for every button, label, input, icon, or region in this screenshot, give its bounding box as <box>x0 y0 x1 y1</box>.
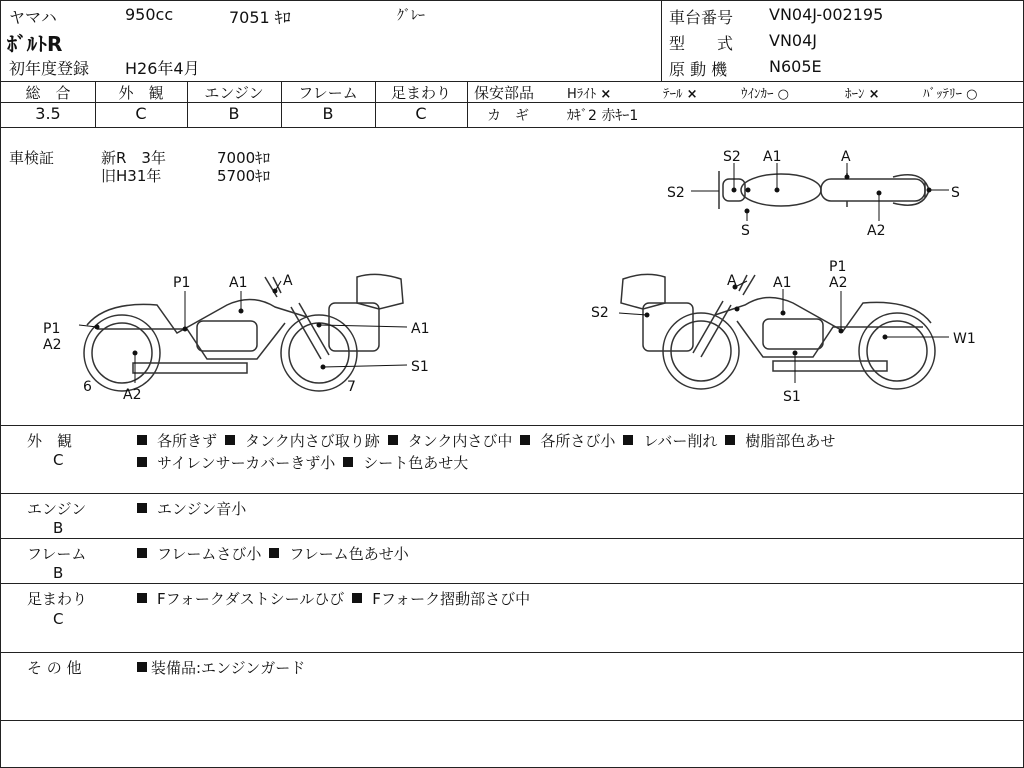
remark-category-engine: エンジン <box>27 500 87 518</box>
rule <box>1 720 1023 721</box>
remark-item: エンジン音小 <box>137 498 246 519</box>
bullet-square-icon <box>343 457 353 467</box>
remark-item: サイレンサーカバーきず小 <box>137 452 335 473</box>
right-label: A2 <box>829 275 848 291</box>
grade-header-frame: フレーム <box>298 84 358 102</box>
left-label: A1 <box>229 275 248 291</box>
right-label: S2 <box>591 305 609 321</box>
bullet-square-icon <box>388 435 398 445</box>
right-side-diagram <box>587 257 987 407</box>
safety-item-horn: ﾎｰﾝ × <box>845 87 880 102</box>
left-side-diagram <box>37 263 457 405</box>
left-label: 6 <box>83 379 92 395</box>
rule <box>1 493 1023 494</box>
top-view-diagram <box>661 141 981 241</box>
bullet-square-icon <box>137 435 147 445</box>
right-label: A1 <box>773 275 792 291</box>
rule <box>1 127 1023 128</box>
inspection-old-value: 5700ｷﾛ <box>217 167 271 185</box>
safety-parts-label: 保安部品 <box>474 84 535 102</box>
left-label: P1 <box>173 275 191 291</box>
header-divider <box>661 1 662 81</box>
remark-item: 装備品:エンジンガード <box>137 657 305 678</box>
rule <box>1 538 1023 539</box>
top-label: A <box>841 149 851 165</box>
rule <box>467 81 468 127</box>
safety-item-headlight: Hﾗｲﾄ × <box>567 87 612 102</box>
remark-line <box>137 588 538 609</box>
remark-grade-frame: B <box>53 564 64 582</box>
right-label: W1 <box>953 331 976 347</box>
inspection-old-label: 旧H31年 <box>101 167 162 185</box>
inspection-label: 車検証 <box>9 149 55 167</box>
rule <box>1 652 1023 653</box>
remark-item: Fフォークダストシールひび <box>137 588 344 609</box>
top-label: S2 <box>723 149 741 165</box>
key-value: ｶｷﾞ2 赤ｷｰ1 <box>567 108 639 124</box>
left-label: S1 <box>411 359 429 375</box>
top-label: A1 <box>763 149 782 165</box>
inspection-new-value: 7000ｷﾛ <box>217 149 271 167</box>
type-label: 型 式 <box>669 34 734 53</box>
right-label: A <box>727 273 737 289</box>
bullet-square-icon <box>352 593 362 603</box>
remark-line <box>137 452 476 473</box>
grade-header-suspension: 足まわり <box>390 84 451 102</box>
grade-value-exterior: C <box>135 104 147 123</box>
bullet-square-icon <box>725 435 735 445</box>
right-label: S1 <box>783 389 801 405</box>
top-label: S <box>951 185 960 201</box>
remark-line <box>137 543 417 564</box>
grade-value-suspension: C <box>415 104 427 123</box>
bullet-square-icon <box>137 593 147 603</box>
bullet-square-icon <box>137 548 147 558</box>
remark-category-frame: フレーム <box>27 545 87 563</box>
remark-line <box>137 657 313 678</box>
remark-line <box>137 430 843 451</box>
remark-item: タンク内さび取り跡 <box>225 430 380 451</box>
first-registration-label: 初年度登録 <box>9 59 90 78</box>
frame-number-value: VN04J-002195 <box>769 5 884 24</box>
top-label: A2 <box>867 223 886 239</box>
remark-category-exterior: 外 観 <box>27 432 73 450</box>
grade-header-engine: エンジン <box>204 84 264 102</box>
left-label: A <box>283 273 293 289</box>
remark-category-suspension: 足まわり <box>27 590 88 608</box>
rule <box>1 583 1023 584</box>
remark-item: 各所きず <box>137 430 217 451</box>
bullet-square-icon <box>137 457 147 467</box>
mileage: 7051 ｷﾛ <box>229 8 291 27</box>
inspection-new-label: 新R 3年 <box>101 149 166 167</box>
rule <box>467 102 1023 103</box>
remark-item: レバー削れ <box>623 430 717 451</box>
bullet-square-icon <box>623 435 633 445</box>
displacement: 950cc <box>125 5 174 24</box>
grade-header-exterior: 外 観 <box>118 84 164 102</box>
remark-grade-exterior: C <box>53 451 64 469</box>
grade-value-frame: B <box>322 104 334 123</box>
remark-item: タンク内さび中 <box>388 430 513 451</box>
remark-item: 樹脂部色あせ <box>725 430 835 451</box>
remark-item: フレーム色あせ小 <box>269 543 408 564</box>
remark-item: Fフォーク摺動部さび中 <box>352 588 530 609</box>
color: ｸﾞﾚｰ <box>397 8 425 24</box>
model-name: ﾎﾞﾙﾄR <box>7 32 63 56</box>
remark-item: シート色あせ大 <box>343 452 468 473</box>
key-label: カ ギ <box>487 108 529 124</box>
safety-item-tail: ﾃｰﾙ × <box>663 87 698 102</box>
bullet-square-icon <box>520 435 530 445</box>
remark-line <box>137 498 254 519</box>
engine-model-label: 原 動 機 <box>669 60 728 79</box>
grade-value-engine: B <box>228 104 240 123</box>
right-label: P1 <box>829 259 847 275</box>
safety-item-battery: ﾊﾞｯﾃﾘｰ ○ <box>923 87 978 102</box>
bullet-square-icon <box>225 435 235 445</box>
rule <box>1 425 1023 426</box>
left-label: 7 <box>347 379 356 395</box>
type-value: VN04J <box>769 31 817 50</box>
engine-model-value: N605E <box>769 57 822 76</box>
first-registration-value: H26年4月 <box>125 59 200 78</box>
grade-value-overall: 3.5 <box>35 104 61 123</box>
bullet-square-icon <box>269 548 279 558</box>
safety-item-winker: ｳｲﾝｶｰ ○ <box>741 87 789 102</box>
left-label: A2 <box>123 387 142 403</box>
remark-item: フレームさび小 <box>137 543 261 564</box>
left-label: A2 <box>43 337 62 353</box>
bullet-square-icon <box>137 503 147 513</box>
left-label: P1 <box>43 321 61 337</box>
remark-category-other: そ の 他 <box>27 659 82 677</box>
grade-header-overall: 総 合 <box>25 84 71 102</box>
remark-grade-suspension: C <box>53 610 64 628</box>
frame-number-label: 車台番号 <box>669 8 734 27</box>
maker: ヤマハ <box>9 8 57 27</box>
bullet-square-icon <box>137 662 147 672</box>
top-label: S2 <box>667 185 685 201</box>
remark-item: 各所さび小 <box>520 430 615 451</box>
remark-grade-engine: B <box>53 519 64 537</box>
left-label: A1 <box>411 321 430 337</box>
top-label: S <box>741 223 750 239</box>
